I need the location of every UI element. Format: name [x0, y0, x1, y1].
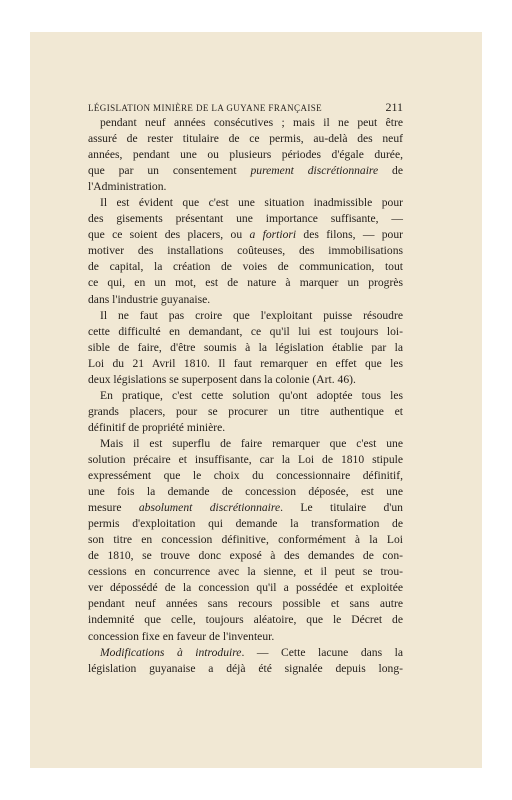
text-line: de 1810, se trouve donc exposé à des demandes de con- — [88, 549, 403, 563]
text-line: l'Administration. — [88, 180, 167, 194]
text-line: pendant neuf années sans recours possible et sans autre — [88, 597, 403, 611]
text-line: solution précaire et insuffisante, car la Loi de 1810 stipule — [88, 452, 403, 466]
paragraph — [88, 436, 403, 645]
page-number: 211 — [385, 100, 403, 114]
body-text — [88, 115, 403, 677]
text-line: indemnité que celle, toujours aléatoire, que le Décret de — [88, 613, 403, 627]
text-line: son titre en concession définitive, conformément à la Loi — [88, 533, 403, 547]
text-line: ver dépossédé de la concession qu'il a possédée et exploitée — [88, 581, 403, 595]
text-line: cette difficulté en demandant, ce qu'il lui est toujours loi- — [88, 324, 403, 338]
text-line: des gisements présentant une importance suffisante, — — [88, 212, 403, 226]
text-line: Il ne faut pas croire que l'exploitant puisse résoudre — [100, 308, 403, 322]
text-line: que ce soient des placers, ou a fortiori des filons, — pour — [88, 228, 404, 242]
paragraph — [88, 308, 403, 388]
text-line: ce qui, en un mot, est de nature à marquer un progrès — [88, 276, 403, 290]
italic-text: a fortiori — [249, 228, 297, 242]
text-line: deux législations se superposent dans la colonie (Art. 46). — [88, 372, 356, 386]
text-line: assuré de rester titulaire de ce permis, au-delà des neuf — [88, 132, 403, 146]
text-line: pendant neuf années consécutives ; mais il ne peut être — [100, 116, 403, 129]
text-line: législation guyanaise a déjà été signalée depuis long- — [88, 661, 403, 675]
text-line: sible de faire, d'être soumis à la législation établie par la — [88, 340, 403, 354]
text-line: de capital, la création de voies de communication, tout — [88, 260, 403, 274]
text-line: Modifications à introduire. — Cette lacune dans la — [100, 645, 403, 659]
text-line: expressément que le choix du concessionnaire définitif, — [88, 469, 403, 483]
paragraph — [88, 645, 403, 677]
text-line: grands placers, pour se procurer un titre authentique et — [88, 404, 403, 418]
paragraph — [88, 115, 403, 195]
text-line: années, pendant une ou plusieurs périodes d'égale durée, — [88, 148, 403, 162]
text-line: concession fixe en faveur de l'inventeur. — [88, 629, 275, 643]
italic-text: absolument discrétionnaire — [138, 501, 281, 515]
text-line: cessions en concurrence avec la sienne, et il peut se trou- — [88, 565, 403, 579]
text-line: mesure absolument discrétionnaire. Le titulaire d'un — [88, 501, 403, 515]
text-line: Loi du 21 Avril 1810. Il faut remarquer en effet que les — [88, 356, 403, 370]
paragraph — [88, 388, 403, 436]
text-line: que par un consentement purement discrétionnaire de — [88, 164, 403, 178]
text-line: Mais il est superflu de faire remarquer que c'est une — [100, 436, 403, 450]
running-title: LÉGISLATION MINIÈRE DE LA GUYANE FRANÇAISE — [88, 103, 323, 113]
text-line: Il est évident que c'est une situation inadmissible pour — [100, 196, 403, 210]
text-line: dans l'industrie guyanaise. — [88, 292, 211, 306]
text-line: motiver des installations coûteuses, des immobilisations — [88, 244, 403, 258]
italic-text: purement discrétionnaire — [250, 164, 379, 178]
paragraph — [88, 195, 403, 307]
running-header — [88, 100, 403, 115]
italic-text: Modifications à introduire — [100, 645, 242, 659]
text-line: une fois la demande de concession déposée, est une — [88, 485, 403, 499]
text-line: En pratique, c'est cette solution qu'ont adoptée tous les — [100, 388, 403, 402]
text-line: définitif de propriété minière. — [88, 420, 226, 434]
text-line: permis d'exploitation qui demande la transformation de — [88, 517, 403, 531]
